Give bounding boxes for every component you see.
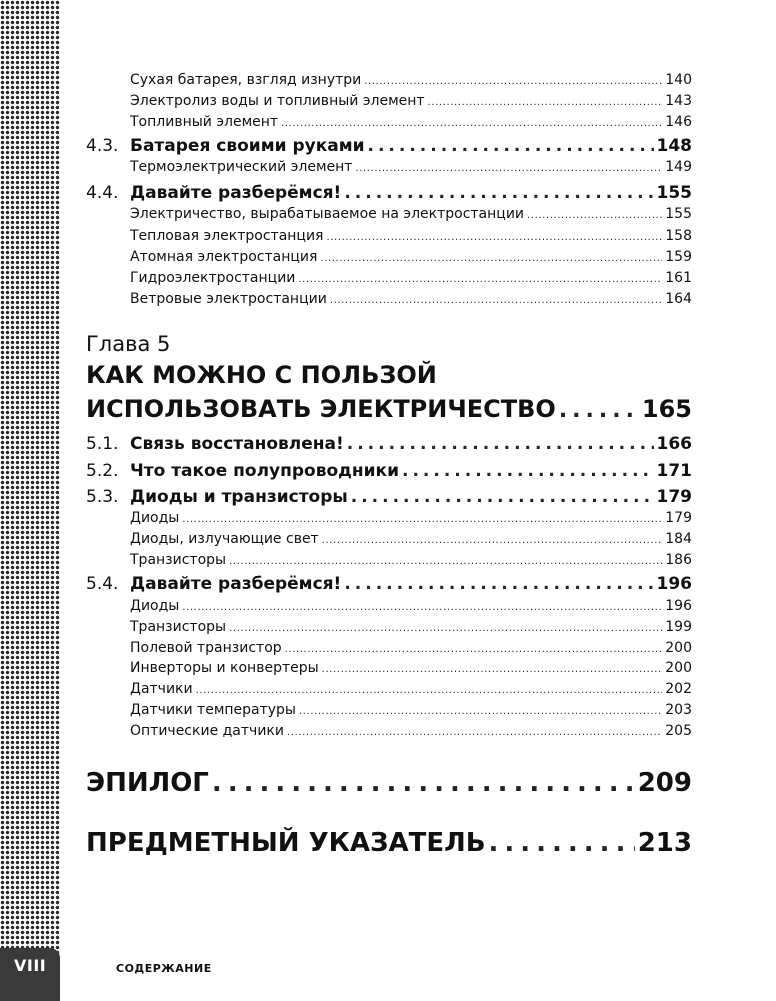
chapter-title-text: ИСПОЛЬЗОВАТЬ ЭЛЕКТРИЧЕСТВО [86, 395, 556, 423]
toc-subentry-title: Гидроэлектростанции [130, 270, 296, 286]
toc-subentry[interactable] [130, 247, 692, 269]
toc-page-number: 159 [665, 249, 692, 265]
toc-page-number: 149 [665, 159, 692, 175]
toc-subentry[interactable] [130, 70, 692, 92]
toc-subentry-title: Транзисторы [130, 552, 227, 568]
dot-leader [428, 91, 663, 113]
toc-page-number: 179 [665, 510, 692, 526]
toc-page-number: 146 [665, 114, 692, 130]
toc-page-number: 200 [665, 660, 692, 676]
toc-section-title: Связь восстановлена! [130, 434, 344, 454]
toc-page-number: 158 [665, 228, 692, 244]
toc-section-5-3[interactable] [86, 485, 692, 509]
dot-leader [527, 204, 662, 226]
toc-section-title: Батарея своими руками [130, 136, 365, 156]
dot-leader [368, 134, 654, 158]
toc-subject-index[interactable] [86, 826, 692, 860]
dot-leader [351, 485, 654, 509]
dot-leader [229, 617, 662, 639]
toc-page-number: 205 [665, 723, 692, 739]
dot-leader [287, 721, 662, 743]
toc-page-number: 140 [665, 72, 692, 88]
page-number-badge [0, 948, 60, 1001]
dot-leader [402, 459, 653, 483]
toc-subentry-title: Диоды, излучающие свет [130, 531, 319, 547]
page-number: VIII [14, 956, 47, 975]
toc-page-number: 164 [665, 291, 692, 307]
toc-index-title: ПРЕДМЕТНЫЙ УКАЗАТЕЛЬ [86, 828, 486, 858]
toc-page-number: 171 [656, 461, 692, 481]
dot-leader [182, 596, 662, 618]
toc-subentry-title: Полевой транзистор [130, 640, 282, 656]
toc-page-number: 179 [656, 487, 692, 507]
chapter-label: Глава 5 [86, 332, 171, 356]
dot-leader [355, 157, 662, 179]
dot-leader [344, 572, 653, 596]
toc-section-number: 4.4. [86, 183, 119, 203]
toc-subentry-title: Электролиз воды и топливный элемент [130, 93, 425, 109]
dot-leader [559, 394, 639, 426]
toc-section-number: 5.1. [86, 434, 119, 454]
toc-subentry[interactable] [130, 617, 692, 639]
toc-page-number: 155 [656, 183, 692, 203]
toc-subentry[interactable] [130, 529, 692, 551]
toc-page-number: 166 [656, 434, 692, 454]
toc-page-number: 143 [665, 93, 692, 109]
toc-subentry[interactable] [130, 596, 692, 618]
toc-page-number: 165 [641, 395, 692, 423]
toc-subentry[interactable] [130, 91, 692, 113]
toc-section-4-4[interactable] [86, 181, 692, 205]
toc-page-number: 196 [665, 598, 692, 614]
toc-page-number: 196 [656, 574, 692, 594]
toc-section-5-1[interactable] [86, 432, 692, 456]
dot-leader [298, 268, 662, 290]
toc-section-title: Давайте разберёмся! [130, 574, 342, 594]
toc-subentry-title: Транзисторы [130, 619, 227, 635]
toc-page-number: 148 [656, 136, 692, 156]
toc-subentry[interactable] [130, 226, 692, 248]
dot-leader [281, 112, 662, 134]
toc-epilogue[interactable] [86, 766, 692, 800]
dot-leader [285, 638, 663, 660]
toc-subentry[interactable] [130, 157, 692, 179]
toc-subentry[interactable] [130, 204, 692, 226]
dot-leader [489, 826, 635, 860]
toc-subentry[interactable] [130, 679, 692, 701]
dot-leader [229, 550, 662, 572]
dot-leader [326, 226, 662, 248]
chapter-title-line2[interactable] [86, 394, 692, 426]
toc-subentry-title: Ветровые электростанции [130, 291, 327, 307]
toc-subentry[interactable] [130, 721, 692, 743]
toc-subentry[interactable] [130, 289, 692, 311]
toc-section-number: 5.2. [86, 461, 119, 481]
toc-page-number: 200 [665, 640, 692, 656]
toc-subentry-title: Сухая батарея, взгляд изнутри [130, 72, 362, 88]
toc-section-title: Диоды и транзисторы [130, 487, 348, 507]
toc-subentry[interactable] [130, 268, 692, 290]
dot-leader [322, 658, 663, 680]
dot-leader [182, 508, 662, 530]
toc-subentry[interactable] [130, 508, 692, 530]
toc-subentry-title: Термоэлектрический элемент [130, 159, 353, 175]
toc-subentry[interactable] [130, 112, 692, 134]
dot-leader [320, 247, 662, 269]
dot-leader [299, 700, 662, 722]
toc-page-number: 202 [665, 681, 692, 697]
toc-subentry-title: Топливный элемент [130, 114, 279, 130]
dot-leader [330, 289, 662, 311]
toc-page-number: 184 [665, 531, 692, 547]
dot-leader [212, 766, 635, 800]
toc-section-number: 5.4. [86, 574, 119, 594]
toc-epilogue-title: ЭПИЛОГ [86, 768, 209, 798]
toc-subentry-title: Электричество, вырабатываемое на электростанции [130, 206, 525, 222]
dot-leader [344, 181, 653, 205]
toc-page-number: 199 [665, 619, 692, 635]
toc-subentry[interactable] [130, 550, 692, 572]
toc-subentry-title: Диоды [130, 598, 180, 614]
toc-section-5-2[interactable] [86, 459, 692, 483]
toc-section-title: Давайте разберёмся! [130, 183, 342, 203]
toc-subentry-title: Атомная электростанция [130, 249, 318, 265]
toc-subentry[interactable] [130, 700, 692, 722]
toc-page-number: 213 [637, 828, 692, 858]
dot-leader [364, 70, 662, 92]
chapter-title-line1[interactable]: КАК МОЖНО С ПОЛЬЗОЙ [86, 361, 437, 389]
dot-leader [322, 529, 663, 551]
toc-page-number: 203 [665, 702, 692, 718]
toc-section-4-3[interactable] [86, 134, 692, 158]
toc-subentry-title: Датчики [130, 681, 193, 697]
dot-leader [196, 679, 663, 701]
toc-section-title: Что такое полупроводники [130, 461, 400, 481]
toc-section-number: 4.3. [86, 136, 119, 156]
dot-leader [347, 432, 654, 456]
toc-subentry[interactable] [130, 638, 692, 660]
toc-subentry-title: Тепловая электростанция [130, 228, 324, 244]
toc-page-number: 209 [637, 768, 692, 798]
toc-subentry-title: Диоды [130, 510, 180, 526]
toc-subentry-title: Датчики температуры [130, 702, 296, 718]
running-footer-label: СОДЕРЖАНИЕ [116, 962, 212, 975]
toc-page-number: 161 [665, 270, 692, 286]
toc-section-5-4[interactable] [86, 572, 692, 596]
toc-subentry[interactable] [130, 658, 692, 680]
toc-page-number: 186 [665, 552, 692, 568]
toc-section-number: 5.3. [86, 487, 119, 507]
side-dot-pattern [0, 0, 60, 1001]
toc-subentry-title: Оптические датчики [130, 723, 284, 739]
toc-page-number: 155 [665, 206, 692, 222]
toc-subentry-title: Инверторы и конвертеры [130, 660, 319, 676]
